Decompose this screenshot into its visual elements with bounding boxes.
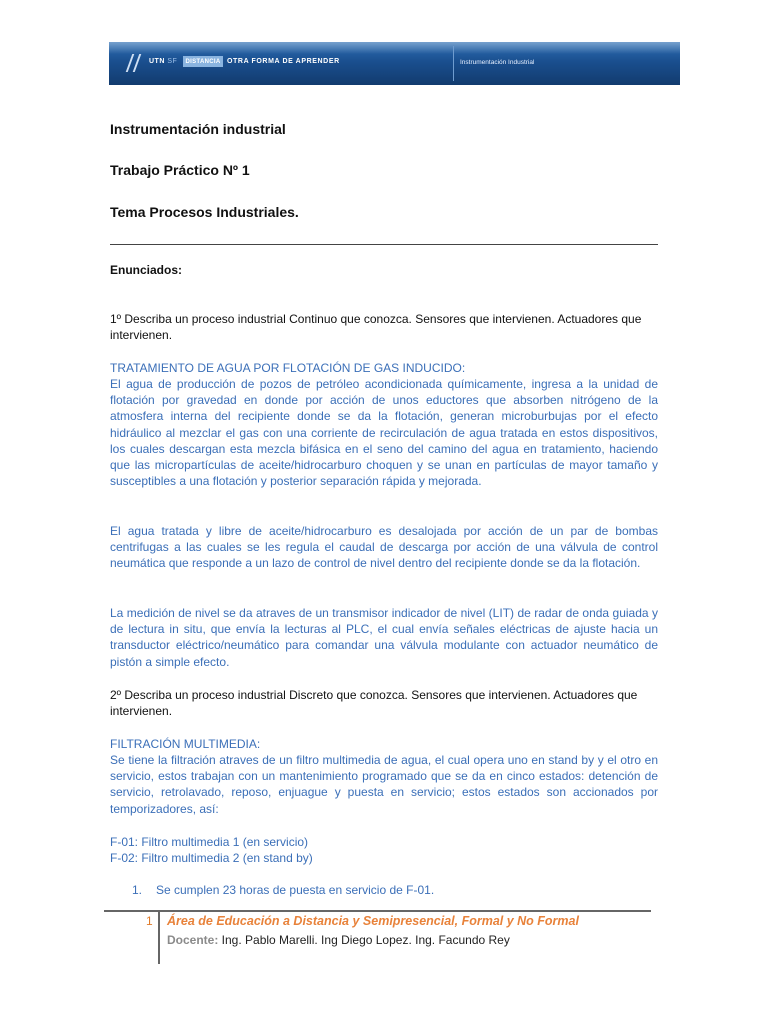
banner-divider — [453, 46, 454, 81]
filter-f02: F-02: Filtro multimedia 2 (en stand by) — [110, 851, 313, 865]
docente-names: Ing. Pablo Marelli. Ing Diego Lopez. Ing. Facundo Rey — [218, 933, 510, 947]
distancia-chip: DISTANCIA — [183, 56, 223, 67]
header-divider — [110, 244, 658, 245]
list-item-text: Se cumplen 23 horas de puesta en servicio de F-01. — [156, 883, 435, 897]
assignment-title: Trabajo Práctico Nº 1 — [110, 162, 250, 178]
footer-docentes — [167, 933, 510, 947]
section-label: Enunciados: — [110, 263, 183, 277]
footer-vertical-rule — [158, 910, 160, 964]
topic-title: Tema Procesos Industriales. — [110, 204, 299, 220]
question-2: 2º Describa un proceso industrial Discreto que conozca. Sensores que intervienen. Actuadores que intervienen. — [110, 688, 638, 719]
answer-1-paragraph-2: El agua tratada y libre de aceite/hidrocarburo es desalojada por acción de un par de bombas centrifugas a las cuales se les regula el caudal de descarga por acción de una válvula de control neumática que responde a un lazo de control de nivel dentro del recipiente donde se da la flotación. — [110, 524, 658, 571]
answer-1-heading: TRATAMIENTO DE AGUA POR FLOTACIÓN DE GAS INDUCIDO: — [110, 361, 466, 375]
filter-f01: F-01: Filtro multimedia 1 (en servicio) — [110, 835, 309, 849]
list-item-number: 1. — [132, 883, 143, 897]
footer-title: Área de Educación a Distancia y Semipresencial, Formal y No Formal — [167, 914, 579, 928]
answer-1-paragraph-1: El agua de producción de pozos de petróleo acondicionada químicamente, ingresa a la unidad de flotación por gravedad en donde por acción de unos eductores que absorben nitrógeno de la atmosfera interna del recipiente donde se da la flotación, generan microburbujas por el efecto hidráulico al mezclar el gas con una corriente de recirculación de agua tratada en estos dispositivos, los cuales descargan esta mezcla bifásica en el seno del camino del agua en tratamiento, haciendo que las micropartículas de aceite/hidrocarburo choquen y se unan en partículas de mayor tamaño y susceptibles a una flotación y posterior separación rápida y mejorada. — [110, 377, 658, 489]
utn-label: UTN SF — [149, 58, 178, 65]
banner-shine — [109, 42, 680, 54]
steps-list — [110, 882, 686, 898]
utn-logo-icon — [126, 54, 149, 72]
banner-course-title: Instrumentación Industrial — [460, 59, 535, 66]
answer-2-heading: FILTRACIÓN MULTIMEDIA: — [110, 737, 261, 751]
answer-1-paragraph-3: La medición de nivel se da atraves de un transmisor indicador de nivel (LIT) de radar de onda guiada y de lectura in situ, que envía la lecturas al PLC, el cual envía señales eléctricas de ajuste hacia un transductor eléctrico/neumático para comandar una válvula modulante con actuador neumático de pistón a simple efecto. — [110, 606, 658, 669]
question-1: 1º Describa un proceso industrial Continuo que conozca. Sensores que intervienen. Actuadores que intervienen. — [110, 312, 642, 343]
docente-label: Docente: — [167, 933, 219, 947]
header-banner — [109, 42, 680, 85]
list-item — [132, 882, 686, 898]
footer-rule — [104, 910, 651, 912]
subject-title: Instrumentación industrial — [110, 121, 286, 137]
banner-slogan: OTRA FORMA DE APRENDER — [227, 58, 340, 65]
page-number: 1 — [146, 914, 153, 928]
utn-sf-label: SF — [167, 58, 178, 65]
answer-2-paragraph-1: Se tiene la filtración atraves de un filtro multimedia de agua, el cual opera uno en stand by y el otro en servicio, estos trabajan con un mantenimiento programado que se da en cinco estados: detención de servicio, retrolavado, reposo, enjuague y puesta en servicio; estos estados son accionados por temporizadores, así: — [110, 753, 658, 816]
